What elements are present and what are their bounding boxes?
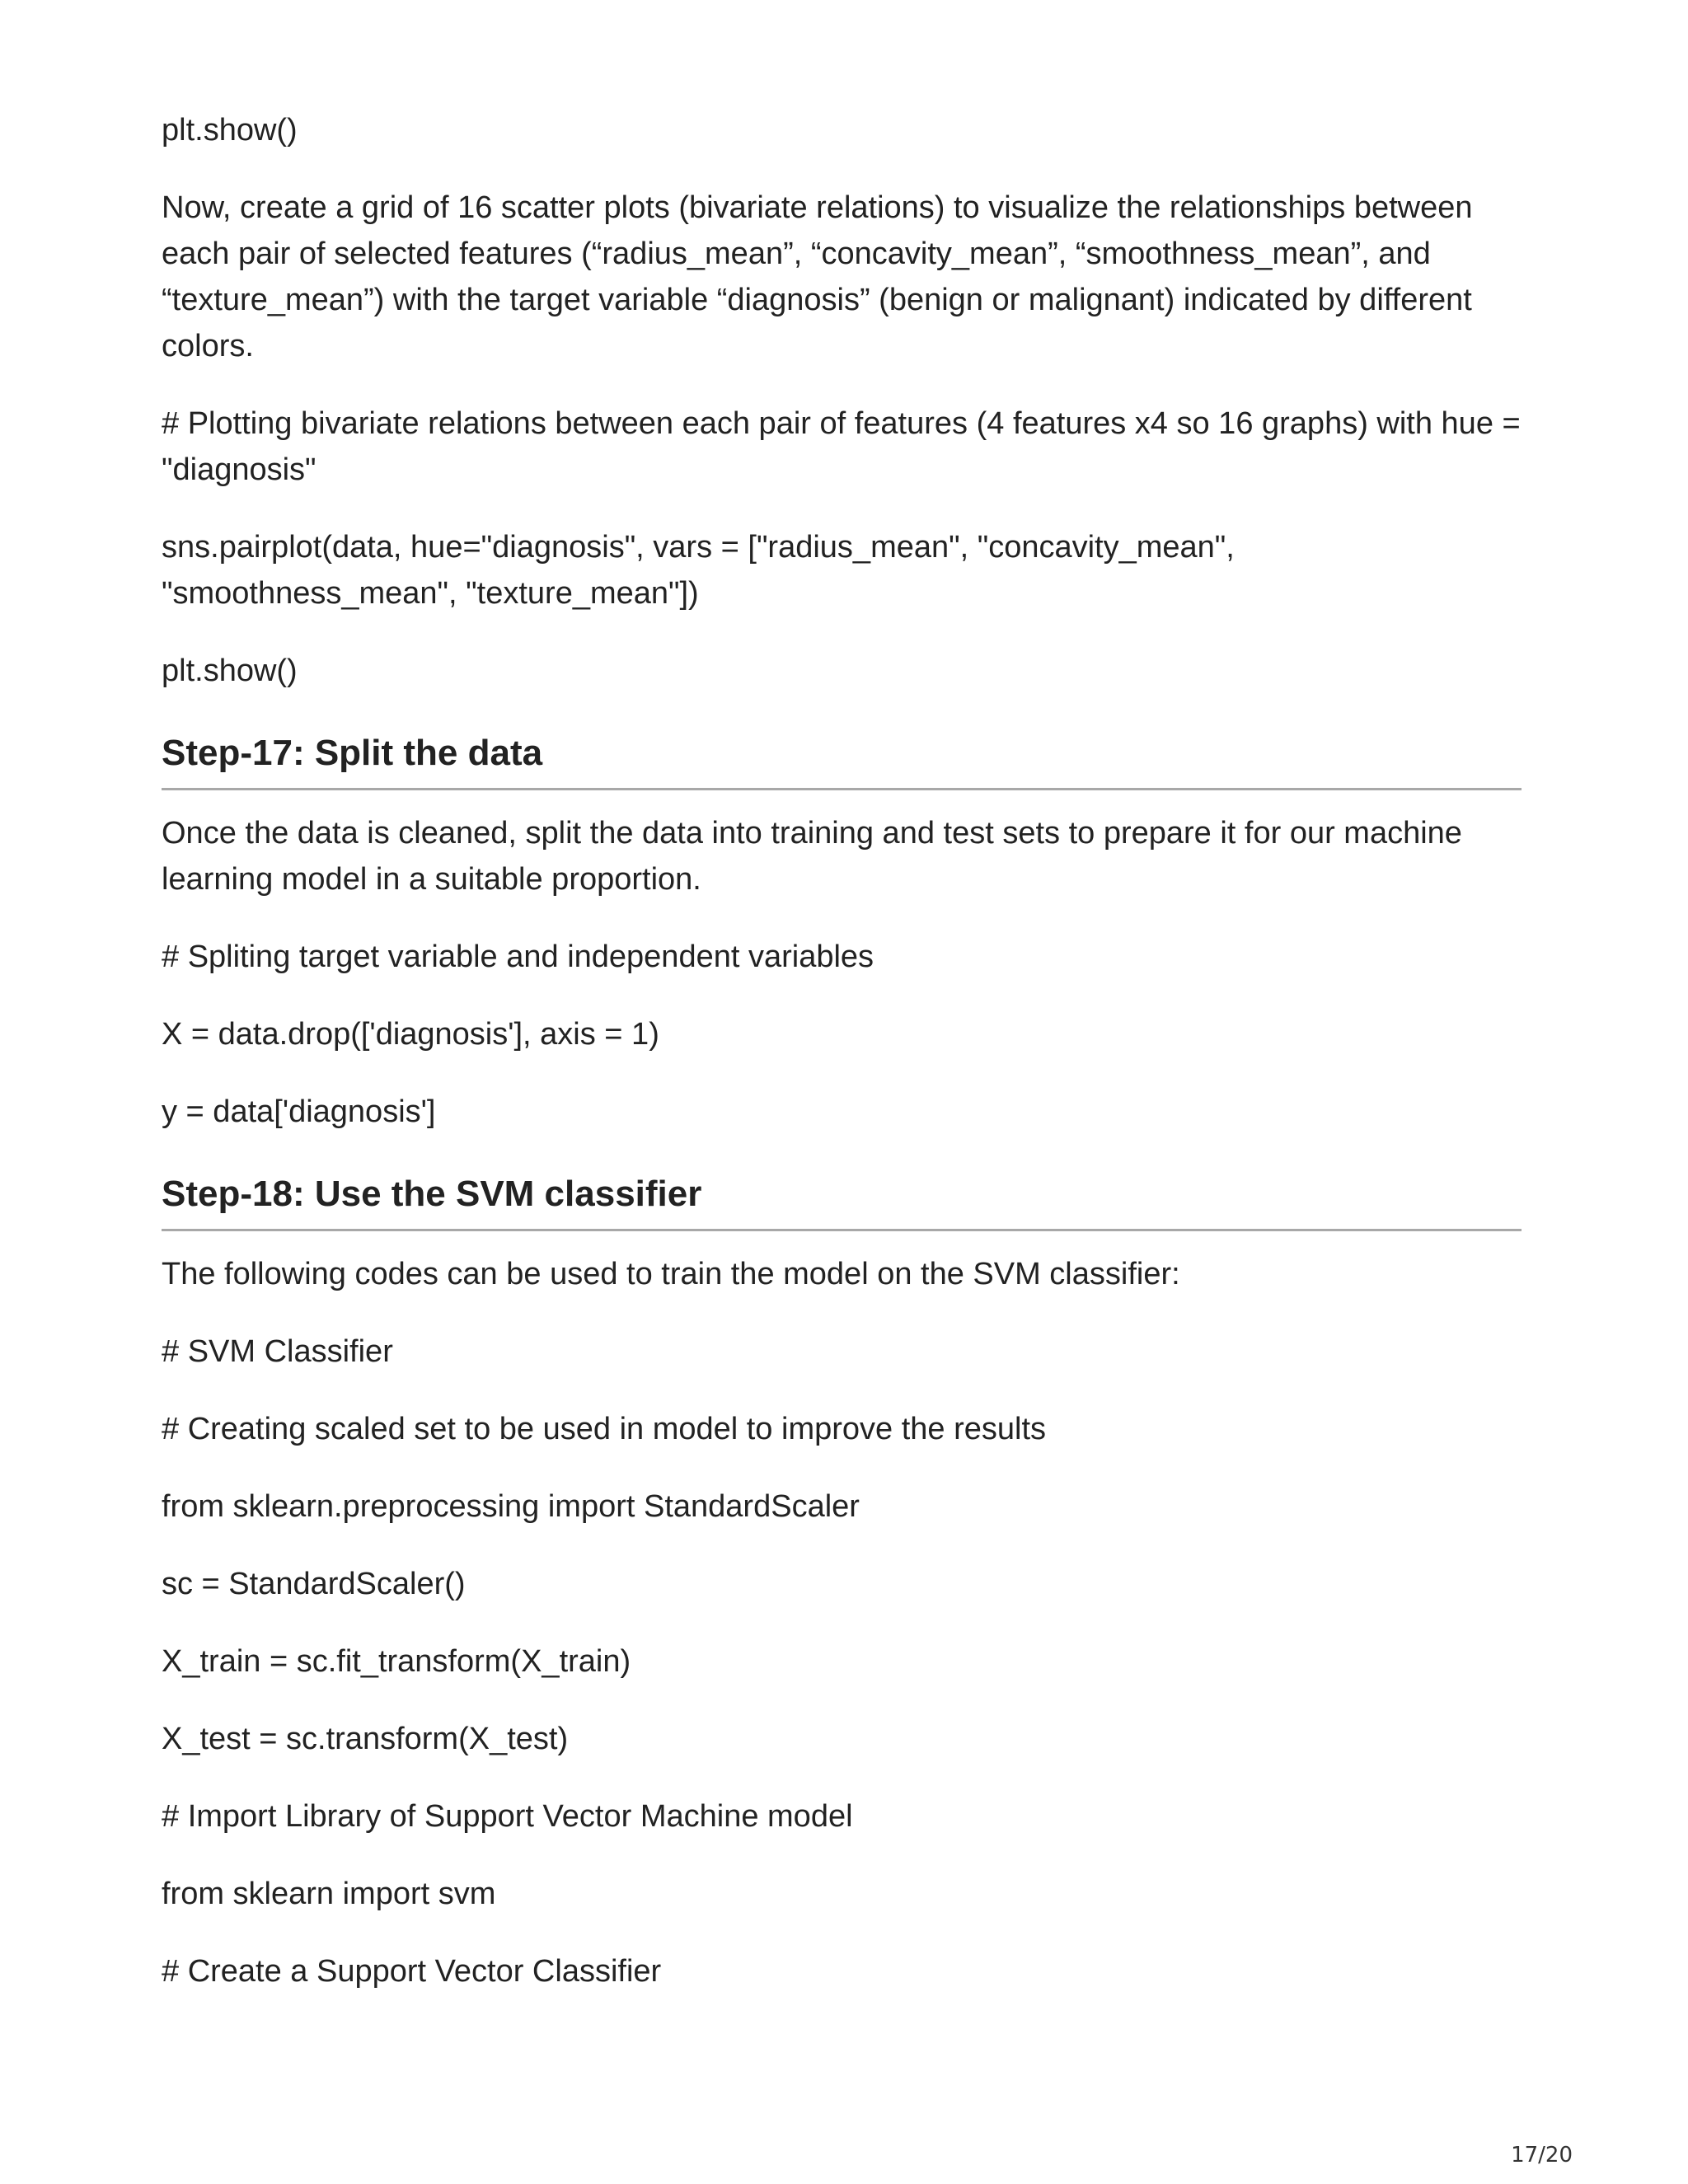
code-comment-scaled-set: # Creating scaled set to be used in model to improve the results [162,1412,1047,1446]
paragraph-split-data: Once the data is cleaned, split the data into training and test sets to prepare it for our machine learning model in a suitable proportion. [162,816,1462,897]
code-comment-import-svm: # Import Library of Support Vector Machine model [162,1799,853,1834]
code-line-x-drop: X = data.drop(['diagnosis'], axis = 1) [162,1017,659,1052]
paragraph-pairplot-intro: Now, create a grid of 16 scatter plots (bivariate relations) to visualize the relationships between each pair of selected features (“radius_mean”, “concavity_mean”, “smoothness_mean”, and “texture_mean”) with the target variable “diagnosis” (benign or malignant) indicated by different colors. [162,190,1473,363]
code-comment-bivariate: # Plotting bivariate relations between each pair of features (4 features x4 so 16 graphs) with hue = "diagnosis" [162,406,1521,487]
code-line-plt-show-1: plt.show() [162,113,298,148]
section-heading-step-17: Step-17: Split the data [162,725,1522,790]
code-line-plt-show-2: plt.show() [162,654,298,688]
code-line-pairplot: sns.pairplot(data, hue="diagnosis", vars = ["radius_mean", "concavity_mean", "smoothness_mean", "texture_mean"]) [162,530,1235,611]
code-comment-splitting: # Spliting target variable and independent variables [162,940,874,974]
page-number: 17/20 [1511,2143,1573,2168]
code-line-import-svm: from sklearn import svm [162,1877,496,1911]
code-comment-svm-classifier: # SVM Classifier [162,1334,393,1369]
section-heading-step-18: Step-18: Use the SVM classifier [162,1166,1522,1231]
code-line-y-target: y = data['diagnosis'] [162,1094,436,1129]
code-line-import-scaler: from sklearn.preprocessing import StandardScaler [162,1489,860,1524]
code-line-x-train: X_train = sc.fit_transform(X_train) [162,1644,631,1679]
code-line-x-test: X_test = sc.transform(X_test) [162,1722,569,1756]
code-line-sc-init: sc = StandardScaler() [162,1567,466,1601]
code-comment-create-svc: # Create a Support Vector Classifier [162,1954,662,1989]
paragraph-svm-intro: The following codes can be used to train the model on the SVM classifier: [162,1257,1180,1291]
document-body [162,107,1522,2026]
